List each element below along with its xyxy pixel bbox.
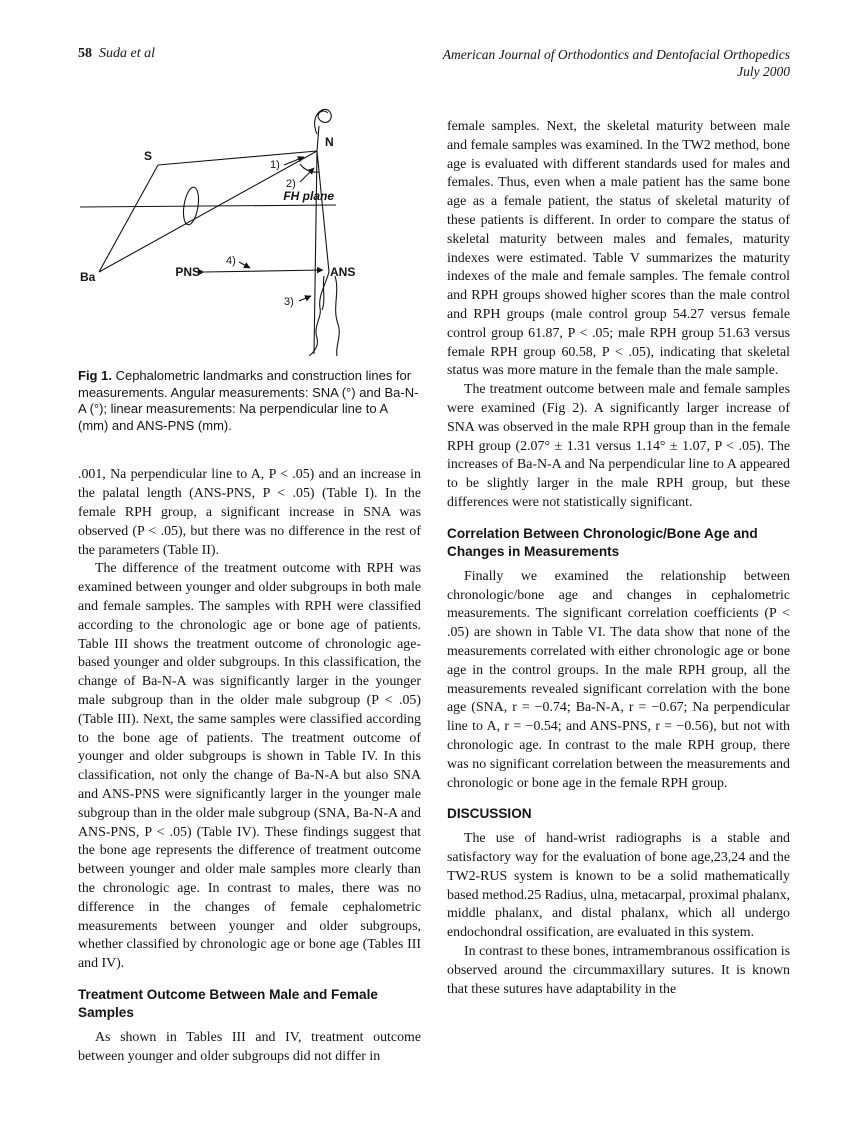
figure-1: [78, 104, 421, 434]
landmark-label-sella: S: [144, 149, 153, 163]
left-column: [78, 104, 421, 1066]
running-head-right: [443, 46, 790, 80]
page-number: 58: [78, 46, 92, 61]
body-paragraph: The difference of the treatment outcome with RPH was examined between younger and older subgroups in both male and female samples. The samples with RPH were classified according to the chronologic age or bone age of patients. Table III shows the treatment outcome of chronologic age-based younger and older subgroups. In this classification, the change of Ba-N-A was significantly larger in the younger male subgroup than in the older male subgroup (P < .05) (Table III). Next, the same samples were classified according to the bone age of patients. The treatment outcome of younger and older subgroups is shown in Table IV. In this classification, not only the change of Ba-N-A but also SNA and ANS-PNS were significantly larger in the younger male subgroup than in the older male subgroup (SNA, Ba-N-A and ANS-PNS, P < .05) (Table IV). These findings suggest that the bone age represents the difference of treatment outcome between younger and older male samples more clearly than the chronologic age. In contrast to males, there was no difference in the changes of female cephalometric measurements between younger and older subgroups, whether classified by chronologic age or bone age (Tables III and IV).: [78, 561, 421, 972]
loop-to-nasion-line: [317, 126, 319, 151]
figure-caption-label: Fig 1.: [78, 368, 112, 383]
profile-outline-curve: [335, 276, 339, 356]
figure-caption-text: Cephalometric landmarks and construction lines for measurements. Angular measurements: SNA (°) and Ba-N-A (°); linear measurements: Na perpendicular line to A (mm) and ANS-PNS (mm).: [78, 368, 419, 433]
journal-title: American Journal of Orthodontics and Dentofacial Orthopedics: [442, 47, 790, 62]
landmark-label-nasion: N: [325, 135, 334, 149]
fh-plane-label: FH plane: [283, 189, 334, 203]
landmark-label-pns: PNS: [175, 265, 200, 279]
body-paragraph: .001, Na perpendicular line to A, P < .05) and an increase in the palatal length (ANS-PNS, P < .05) (Table I). In the female RPH group, a significant increase in SNA was observed (P < .05), but there was no difference in the rest of the parameters (Table II).: [78, 467, 421, 558]
palatal-plane-line: [204, 270, 323, 272]
basion-nasion-line: [99, 151, 317, 272]
issue-date: July 2000: [737, 64, 790, 79]
body-paragraph: Finally we examined the relationship between chronologic/bone age and changes in cephalometric measurements. The significant correlation coefficients (P < .05) are shown in Table VI. The data show that none of the measurements correlated with either chronologic age or bone age in the control groups. In the male RPH group, all the measurements revealed significant correlation with the bone age (SNA, r = −0.74; Ba-N-A, r = −0.67; Na perpendicular line to A, r = −0.54; and ANS-PNS, r = −0.56), but not with chronologic age. In contrast to the male RPH group, there was no significant correlation between the measurements and chronologic or bone age in the female RPH group.: [447, 568, 790, 791]
figure-caption: [78, 368, 421, 434]
nasion-a-point-line: [317, 151, 329, 272]
body-paragraph: The treatment outcome between male and female samples were examined (Fig 2). A significantly larger increase of SNA was observed in the male RPH group than in the female RPH group (2.07° ± 1.31 versus 1.14° ± 1.07, P < .05). The increases of Ba-N-A and Na perpendicular line to A appeared to be slightly larger in the male RPH group, but these differences were not statistically significant.: [447, 382, 790, 510]
section-heading-discussion: DISCUSSION: [447, 806, 532, 822]
section-heading-treatment-outcome: Treatment Outcome Between Male and Female Samples: [78, 986, 378, 1020]
running-head-left: [78, 46, 155, 62]
section-heading-correlation: Correlation Between Chronologic/Bone Age and Changes in Measurements: [447, 525, 758, 559]
running-authors: Suda et al: [99, 46, 155, 61]
body-paragraph: As shown in Tables III and IV, treatment outcome between younger and older subgroups did not differ in: [78, 1029, 421, 1064]
measurement-label-3: 3): [284, 296, 294, 308]
two-column-body: [78, 104, 790, 1066]
landmark-label-ans: ANS: [330, 265, 356, 279]
measurement-label-1: 1): [270, 159, 280, 171]
incisor-outline-curve: [322, 276, 324, 310]
measurement-label-2: 2): [286, 178, 296, 190]
maxilla-outline-curve: [309, 272, 329, 356]
body-paragraph: In contrast to these bones, intramembranous ossification is observed around the circummaxillary sutures. It is known that these sutures have adaptability in the: [447, 944, 790, 997]
sella-nasion-line: [158, 151, 317, 165]
measure4-arrow: [239, 262, 250, 268]
page-header: [78, 46, 790, 80]
right-column: [447, 104, 790, 1066]
landmark-label-basion: Ba: [80, 270, 96, 284]
fh-plane-line: [80, 205, 336, 207]
measurement-label-4: 4): [226, 255, 236, 267]
cephalometric-diagram: [78, 104, 422, 356]
nasion-loop-curve: [315, 109, 332, 134]
angle-arc: [300, 164, 319, 172]
measure3-arrow: [299, 296, 311, 301]
na-perpendicular-line: [314, 151, 317, 354]
body-paragraph: The use of hand-wrist radiographs is a stable and satisfactory way for the evaluation of bone age,23,24 and the TW2-RUS system is known to be a solid mathematically based method.25 Radius, ulna, metacarpal, proximal phalanx, middle phalanx, and distal phalanx, which all undergo endochondral ossification, are evaluated in this system.: [447, 831, 790, 941]
body-paragraph: female samples. Next, the skeletal maturity between male and female samples was examined. In the TW2 method, bone age is evaluated with different standards used for males and females. Thus, even when a male patient has the same bone age as a female patient, the status of skeletal maturity of these patients is different. In order to compare the status of skeletal maturity between males and females, maturity indexes were estimated. Table V summarizes the maturity indexes of the male and female samples. The female control and RPH groups showed higher scores than the male control and RPH groups (male control group 54.27 versus female control group 61.87, P < .05; male RPH group 51.63 versus female RPH group 60.58, P < .05), indicating that skeletal status was more mature in the female than the male sample.: [447, 119, 790, 379]
